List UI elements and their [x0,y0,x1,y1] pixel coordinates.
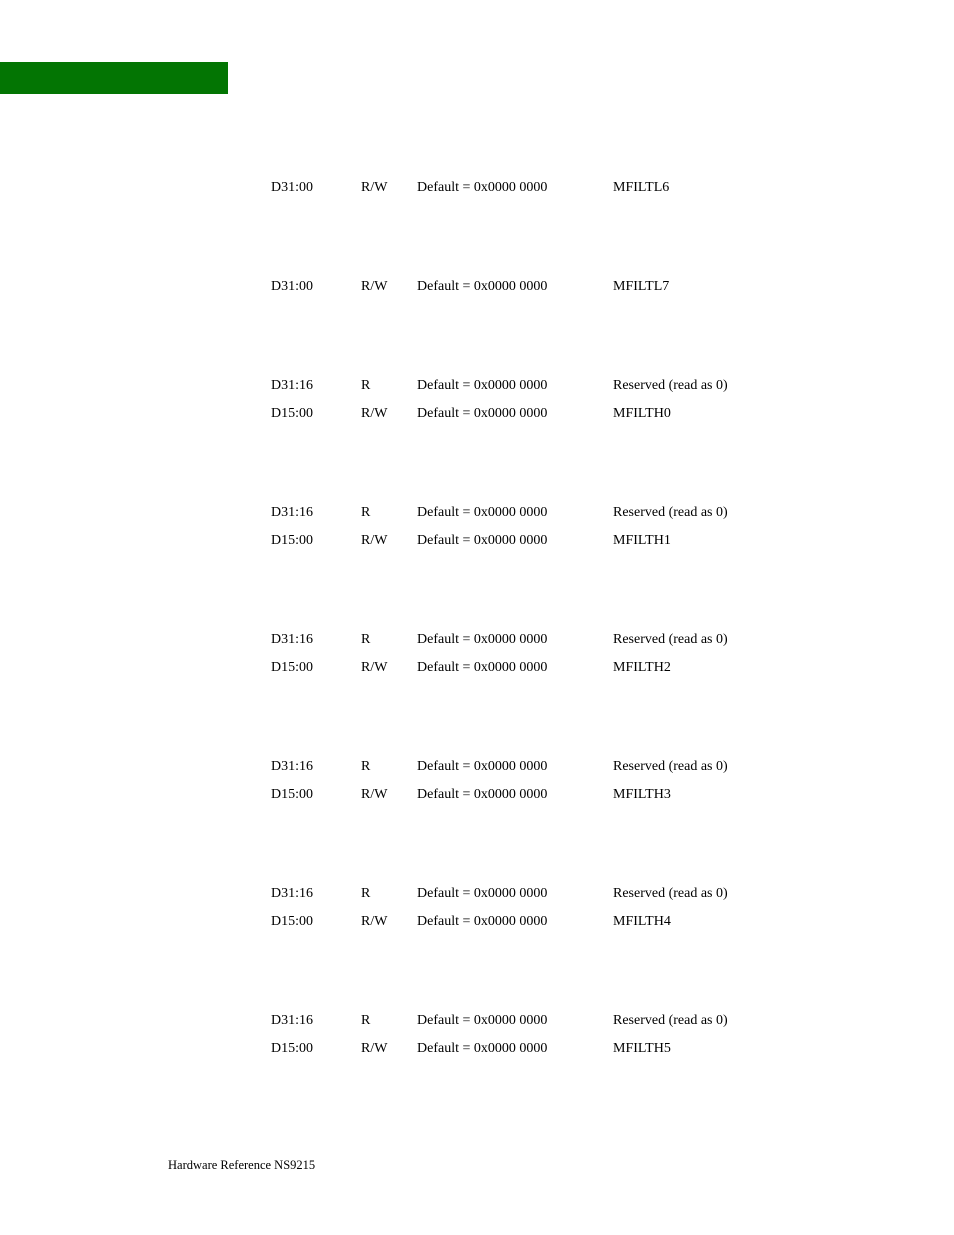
bit-range: D31:16 [271,1013,313,1028]
default-value: Default = 0x0000 0000 [417,914,548,929]
bit-range: D15:00 [271,660,313,675]
default-value: Default = 0x0000 0000 [417,787,548,802]
default-value: Default = 0x0000 0000 [417,886,548,901]
field-description: MFILTH5 [613,1041,671,1056]
register-row [0,405,954,423]
field-description: MFILTL7 [613,279,670,294]
access-type: R/W [361,180,388,195]
access-type: R/W [361,1041,388,1056]
bit-range: D31:00 [271,279,313,294]
field-description: Reserved (read as 0) [613,886,728,901]
default-value: Default = 0x0000 0000 [417,660,548,675]
bit-range: D15:00 [271,914,313,929]
field-description: MFILTH1 [613,533,671,548]
bit-range: D15:00 [271,406,313,421]
bit-range: D15:00 [271,1041,313,1056]
field-description: MFILTH4 [613,914,671,929]
register-row [0,631,954,649]
default-value: Default = 0x0000 0000 [417,505,548,520]
field-description: Reserved (read as 0) [613,1013,728,1028]
page-footer: Hardware Reference NS9215 [168,1158,316,1172]
bit-range: D31:16 [271,759,313,774]
default-value: Default = 0x0000 0000 [417,1013,548,1028]
register-row [0,885,954,903]
register-row [0,1040,954,1058]
access-type: R [361,886,371,901]
field-description: Reserved (read as 0) [613,505,728,520]
bit-range: D15:00 [271,787,313,802]
default-value: Default = 0x0000 0000 [417,279,548,294]
field-description: Reserved (read as 0) [613,759,728,774]
default-value: Default = 0x0000 0000 [417,759,548,774]
register-row [0,758,954,776]
register-row [0,659,954,677]
default-value: Default = 0x0000 0000 [417,378,548,393]
access-type: R [361,378,371,393]
field-description: MFILTH0 [613,406,671,421]
field-description: MFILTH3 [613,787,671,802]
register-row [0,532,954,550]
bit-range: D31:00 [271,180,313,195]
bit-range: D31:16 [271,886,313,901]
access-type: R/W [361,914,388,929]
register-row [0,278,954,296]
access-type: R/W [361,660,388,675]
default-value: Default = 0x0000 0000 [417,632,548,647]
default-value: Default = 0x0000 0000 [417,406,548,421]
register-row [0,786,954,804]
access-type: R [361,1013,371,1028]
access-type: R [361,505,371,520]
access-type: R [361,632,371,647]
register-row [0,1012,954,1030]
bit-range: D31:16 [271,378,313,393]
access-type: R [361,759,371,774]
bit-range: D31:16 [271,632,313,647]
access-type: R/W [361,406,388,421]
access-type: R/W [361,787,388,802]
register-row [0,179,954,197]
access-type: R/W [361,533,388,548]
default-value: Default = 0x0000 0000 [417,533,548,548]
field-description: Reserved (read as 0) [613,632,728,647]
register-row [0,913,954,931]
default-value: Default = 0x0000 0000 [417,180,548,195]
field-description: Reserved (read as 0) [613,378,728,393]
field-description: MFILTH2 [613,660,671,675]
register-row [0,377,954,395]
register-row [0,504,954,522]
access-type: R/W [361,279,388,294]
bit-range: D31:16 [271,505,313,520]
default-value: Default = 0x0000 0000 [417,1041,548,1056]
field-description: MFILTL6 [613,180,670,195]
bit-range: D15:00 [271,533,313,548]
header-accent-bar [0,62,228,94]
